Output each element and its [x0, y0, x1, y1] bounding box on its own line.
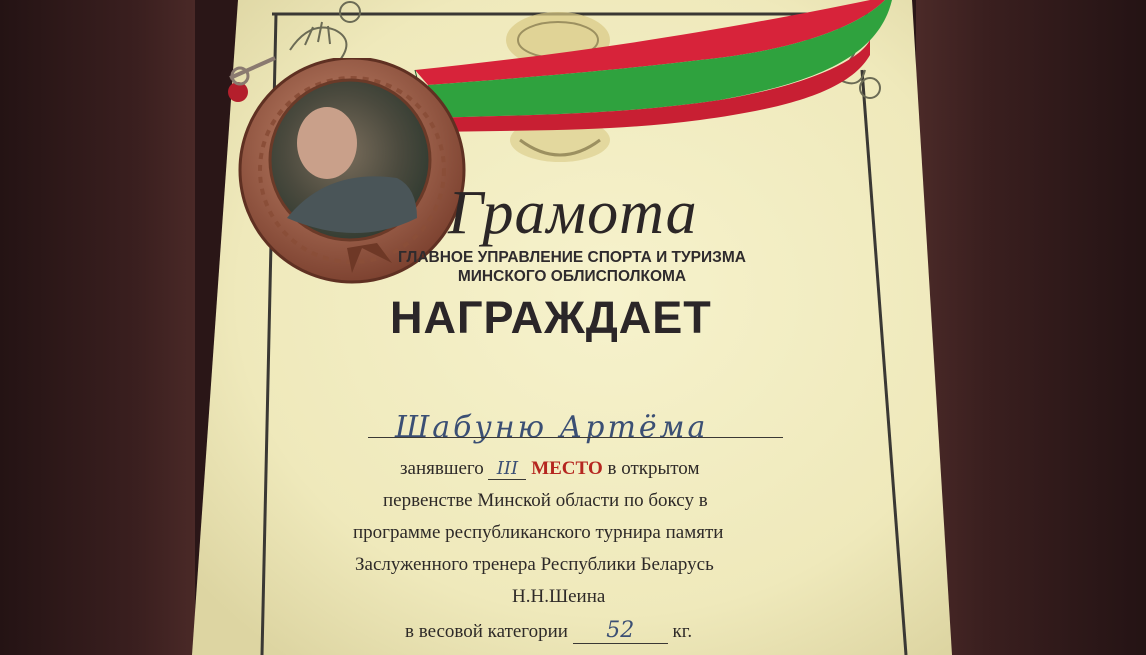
weight-line [405, 618, 692, 644]
place-prefix: занявшего [400, 458, 484, 479]
place-word: МЕСТО [531, 458, 603, 479]
organization-line-1: ГЛАВНОЕ УПРАВЛЕНИЕ СПОРТА И ТУРИЗМА [398, 249, 746, 266]
weight-value: 52 [573, 618, 668, 644]
weight-unit: кг. [672, 621, 693, 642]
recipient-name: Шабуню Артёма [395, 410, 709, 445]
body-line-5: Н.Н.Шеина [512, 586, 606, 607]
certificate-title: Грамота [448, 179, 698, 247]
body-line-2: первенстве Минской области по боксу в [383, 490, 708, 511]
organization-name [382, 248, 762, 286]
body-line-4: Заслуженного тренера Республики Беларусь [355, 554, 714, 575]
name-underline [368, 437, 783, 438]
place-line [400, 458, 699, 480]
organization-line-2: МИНСКОГО ОБЛИСПОЛКОМА [457, 268, 687, 285]
place-suffix: в открытом [607, 458, 700, 479]
weight-prefix: в весовой категории [405, 621, 568, 642]
award-heading: НАГРАЖДАЕТ [390, 292, 712, 343]
place-number: III [488, 458, 526, 480]
body-line-3: программе республиканского турнира памяти [353, 522, 724, 543]
